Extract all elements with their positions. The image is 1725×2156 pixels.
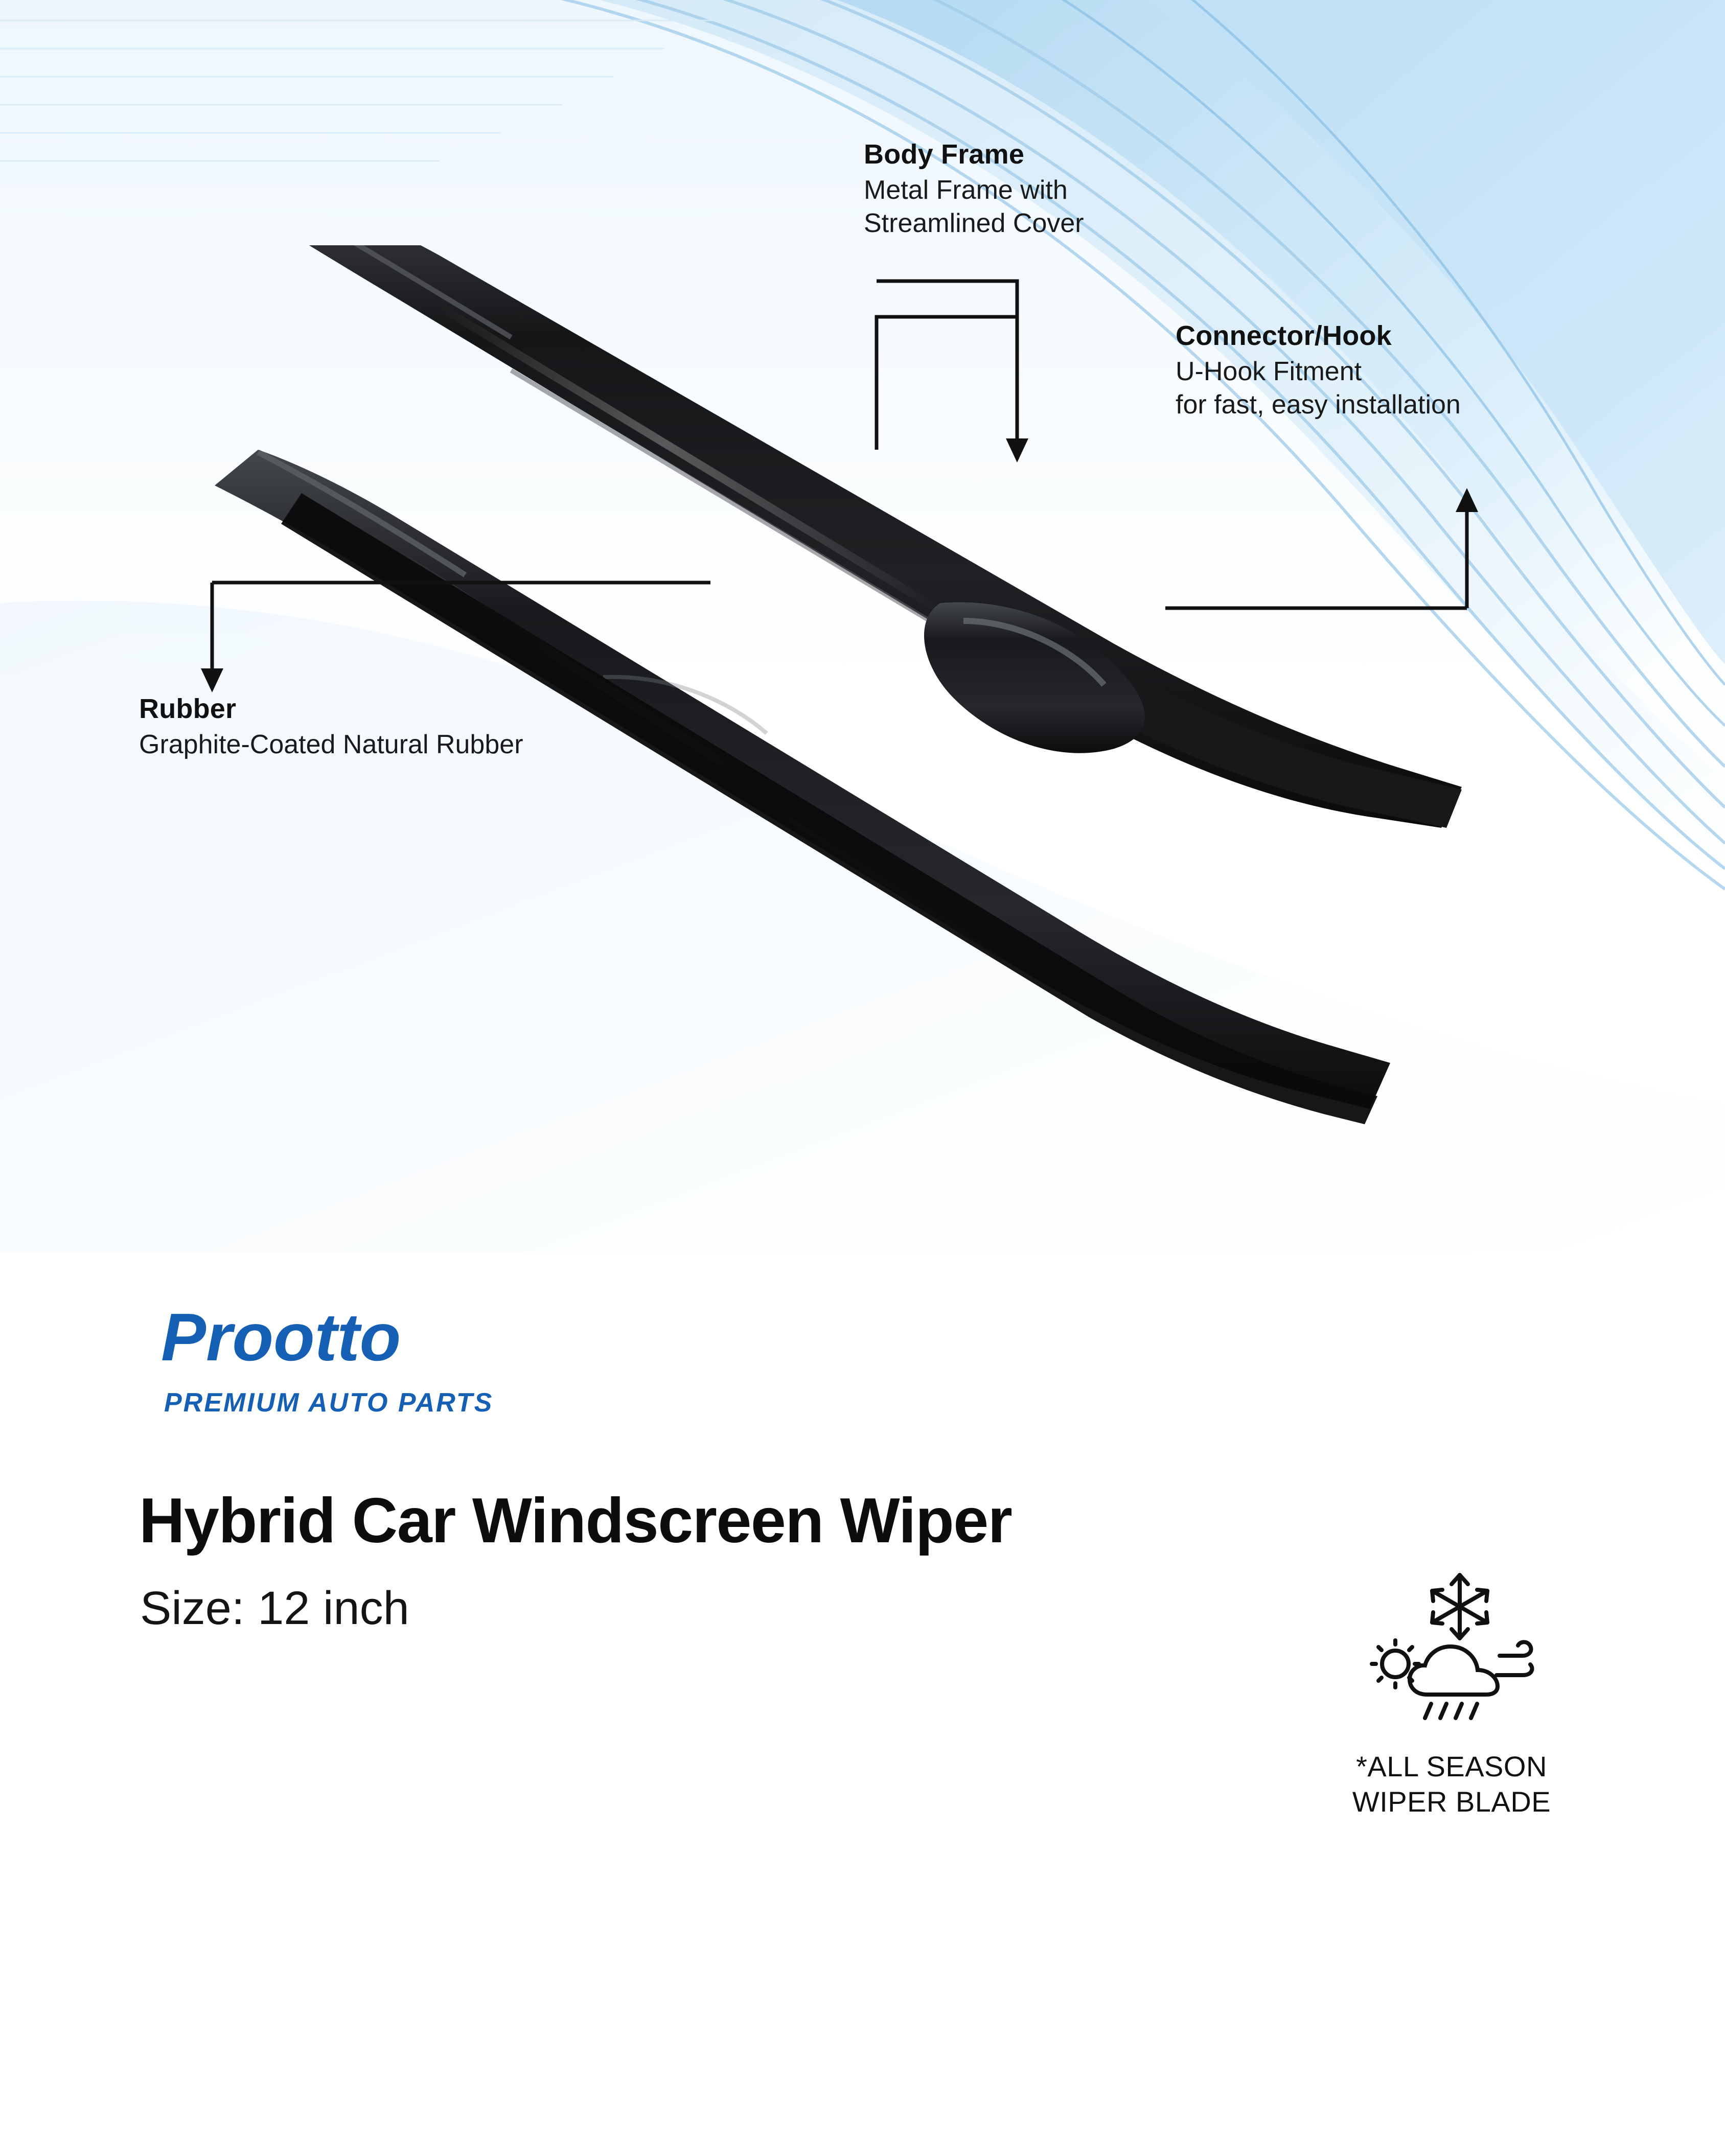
callout-rubber-line1: Graphite-Coated Natural Rubber [139,729,523,759]
badge-line-2: WIPER BLADE [1352,1786,1551,1818]
callout-connector-hook-title: Connector/Hook [1176,320,1392,351]
badge-line-1: *ALL SEASON [1356,1750,1547,1782]
page-title: Hybrid Car Windscreen Wiper [139,1486,1012,1556]
brand-logo [141,1283,544,1441]
callout-body-frame-line1: Metal Frame with [864,175,1068,205]
callout-connector-hook-line2: for fast, easy installation [1176,389,1461,420]
callout-rubber [139,692,523,761]
product-size-label: Size: 12 inch [140,1582,409,1634]
all-season-weather-icon [1360,1569,1544,1737]
info-section [0,1252,1725,2156]
callout-body-frame [864,138,1084,240]
callout-rubber-title: Rubber [139,693,237,724]
callout-connector-hook-line1: U-Hook Fitment [1176,356,1362,386]
callout-connector-hook [1176,319,1461,422]
wiper-blade-front [215,450,1390,1124]
brand-name: Prootto [161,1300,401,1375]
callout-body-frame-line2: Streamlined Cover [864,208,1084,238]
callout-body-frame-title: Body Frame [864,139,1025,170]
brand-tagline: PREMIUM AUTO PARTS [164,1388,494,1418]
all-season-badge [1308,1569,1595,1820]
